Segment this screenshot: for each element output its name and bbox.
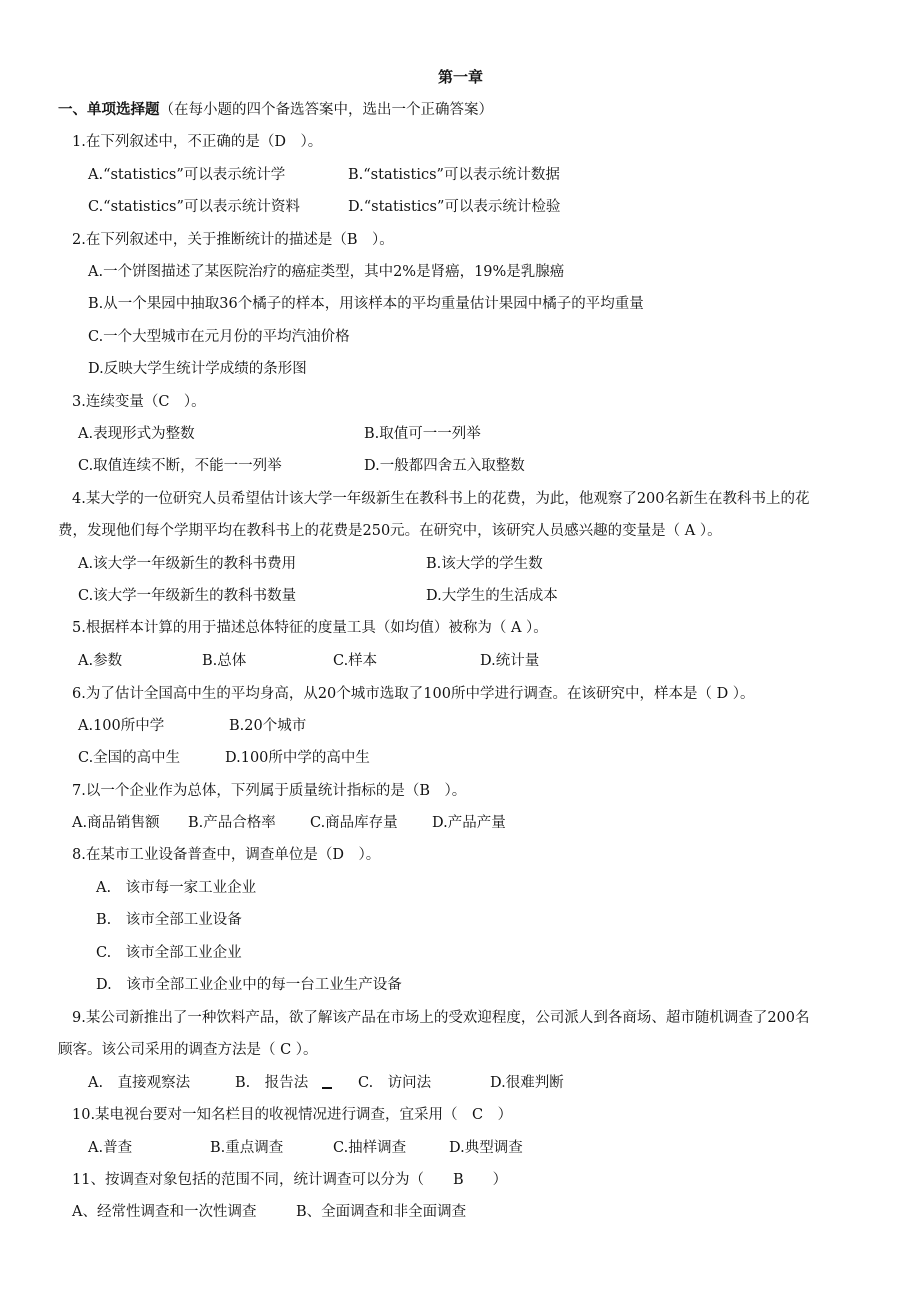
question-10-stem: 10.某电视台要对一知名栏目的收视情况进行调查，宜采用（ C ）: [72, 1107, 513, 1123]
question-10-option-d: D.典型调查: [449, 1140, 523, 1156]
question-6-option-b: B.20个城市: [229, 718, 307, 734]
section-heading-label: 一、单项选择题: [58, 101, 160, 118]
question-6-stem: 6.为了估计全国高中生的平均身高，从20个城市选取了100所中学进行调查。在该研究中，样本是（ D ）。: [72, 686, 755, 702]
question-9-stem-line-1: 9.某公司新推出了一种饮料产品，欲了解该产品在市场上的受欢迎程度，公司派人到各商场、超市随机调查了200名: [72, 1010, 810, 1026]
question-11-stem: 11、按调查对象包括的范围不同，统计调查可以分为（ B ）: [72, 1172, 508, 1188]
section-instruction: （在每小题的四个备选答案中，选出一个正确答案）: [159, 102, 493, 118]
question-7-option-d: D.产品产量: [432, 815, 506, 831]
question-1-option-b: B.“statistics”可以表示统计数据: [348, 167, 560, 183]
question-11-option-b: B、全面调查和非全面调查: [296, 1204, 467, 1220]
question-8-option-c: C. 该市全部工业企业: [96, 945, 242, 961]
underline-mark: [322, 1087, 332, 1089]
question-3-option-b: B.取值可一一列举: [364, 426, 481, 442]
question-5-option-a: A.参数: [78, 653, 123, 669]
question-9-option-c: C. 访问法: [358, 1075, 432, 1091]
question-4-stem-line-2: 费，发现他们每个学期平均在教科书上的花费是250元。在研究中，该研究人员感兴趣的变量是（ A ）。: [58, 523, 722, 539]
question-10-option-c: C.抽样调查: [333, 1140, 407, 1156]
question-7-option-c: C.商品库存量: [310, 815, 398, 831]
question-8-option-d: D. 该市全部工业企业中的每一台工业生产设备: [96, 977, 402, 993]
question-7-option-b: B.产品合格率: [188, 815, 276, 831]
question-6-option-d: D.100所中学的高中生: [225, 750, 370, 766]
question-5-option-c: C.样本: [333, 653, 378, 669]
question-1-option-c: C.“statistics”可以表示统计资料: [88, 199, 300, 215]
question-5-option-b: B.总体: [202, 653, 247, 669]
question-9-option-a: A. 直接观察法: [88, 1075, 191, 1091]
question-7-option-a: A.商品销售额: [72, 815, 160, 831]
section-heading: [58, 101, 493, 119]
question-2-stem: 2.在下列叙述中，关于推断统计的描述是（B ）。: [72, 232, 394, 248]
question-2-option-a: A.一个饼图描述了某医院治疗的癌症类型，其中2%是肾癌，19%是乳腺癌: [88, 264, 565, 280]
question-3-option-d: D.一般都四舍五入取整数: [364, 458, 525, 474]
question-9-stem-line-2: 顾客。该公司采用的调查方法是（ C ）。: [58, 1042, 318, 1058]
question-8-stem: 8.在某市工业设备普查中，调查单位是（D ）。: [72, 847, 381, 863]
question-7-stem: 7.以一个企业作为总体，下列属于质量统计指标的是（B ）。: [72, 783, 467, 799]
question-11-option-a: A、经常性调查和一次性调查: [72, 1204, 257, 1220]
question-10-option-a: A.普查: [88, 1140, 133, 1156]
question-1-stem: 1.在下列叙述中，不正确的是（D ）。: [72, 134, 323, 150]
question-9-option-d: D.很难判断: [490, 1075, 564, 1091]
chapter-title: 第一章: [438, 68, 484, 86]
question-1-option-d: D.“statistics”可以表示统计检验: [348, 199, 561, 215]
question-2-option-c: C.一个大型城市在元月份的平均汽油价格: [88, 329, 350, 345]
question-5-option-d: D.统计量: [480, 653, 540, 669]
question-2-option-b: B.从一个果园中抽取36个橘子的样本，用该样本的平均重量估计果园中橘子的平均重量: [88, 296, 644, 312]
question-6-option-a: A.100所中学: [78, 718, 165, 734]
question-10-option-b: B.重点调查: [210, 1140, 284, 1156]
question-5-stem: 5.根据样本计算的用于描述总体特征的度量工具（如均值）被称为（ A ）。: [72, 620, 548, 636]
question-4-option-a: A.该大学一年级新生的教科书费用: [78, 556, 297, 572]
question-4-option-d: D.大学生的生活成本: [426, 588, 558, 604]
question-4-option-b: B.该大学的学生数: [426, 556, 543, 572]
question-4-stem-line-1: 4.某大学的一位研究人员希望估计该大学一年级新生在教科书上的花费，为此，他观察了200名新生在教科书上的花: [72, 491, 810, 507]
question-4-option-c: C.该大学一年级新生的教科书数量: [78, 588, 297, 604]
question-2-option-d: D.反映大学生统计学成绩的条形图: [88, 361, 307, 377]
question-3-option-c: C.取值连续不断，不能一一列举: [78, 458, 282, 474]
question-6-option-c: C.全国的高中生: [78, 750, 181, 766]
question-9-option-b: B. 报告法: [235, 1075, 309, 1091]
question-3-stem: 3.连续变量（C ）。: [72, 394, 206, 410]
question-1-option-a: A.“statistics”可以表示统计学: [88, 167, 286, 183]
question-8-option-b: B. 该市全部工业设备: [96, 912, 242, 928]
question-3-option-a: A.表现形式为整数: [78, 426, 195, 442]
question-8-option-a: A. 该市每一家工业企业: [96, 880, 257, 896]
